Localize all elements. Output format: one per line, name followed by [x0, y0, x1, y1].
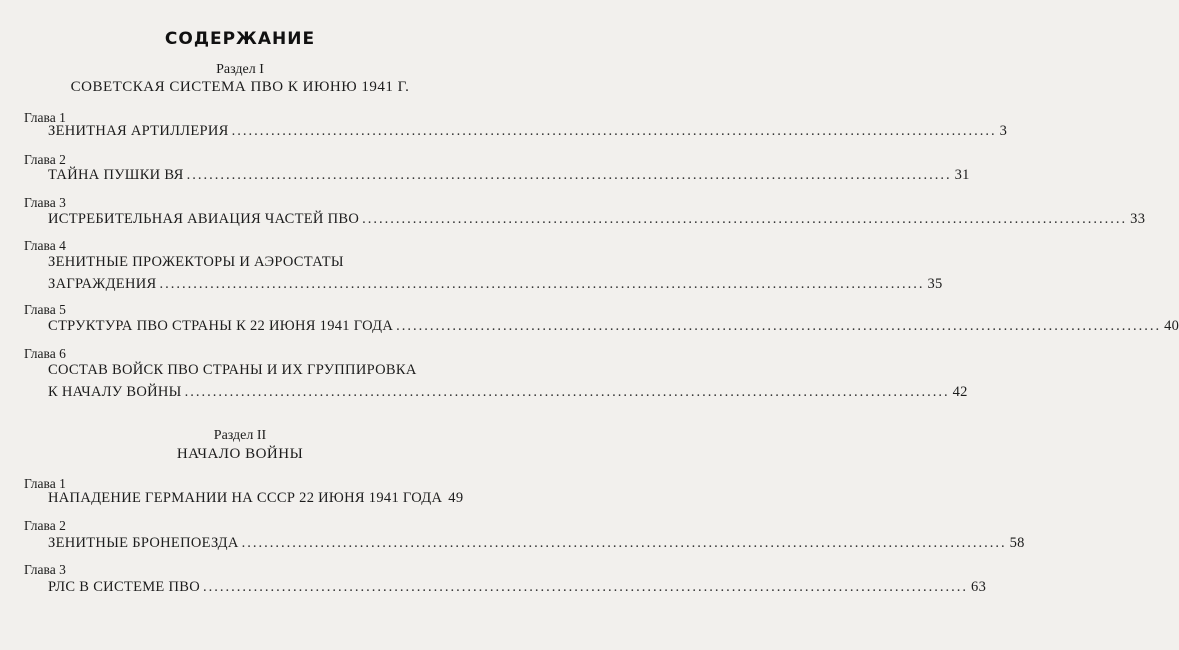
entry-title: ИСТРЕБИТЕЛЬНАЯ АВИАЦИЯ ЧАСТЕЙ ПВО: [48, 211, 360, 227]
section-title: СОВЕТСКАЯ СИСТЕМА ПВО К ИЮНЮ 1941 Г.: [70, 79, 410, 95]
page-title: СОДЕРЖАНИЕ: [164, 29, 316, 49]
toc-entry[interactable]: [48, 576, 987, 598]
dot-leader: ........................................................................................................................................: [396, 318, 1162, 334]
chapter-label: Глава 1: [24, 110, 66, 125]
entry-title-continued: ЗАГРАЖДЕНИЯ: [48, 276, 157, 292]
page-number: 49: [448, 490, 464, 506]
toc-entry[interactable]: [48, 251, 943, 295]
page-number: 33: [1130, 211, 1146, 227]
dot-leader: ........................................................................................................................................: [231, 123, 997, 139]
page-number: 58: [1009, 535, 1025, 551]
page-number: 63: [971, 579, 987, 595]
entry-title: СТРУКТУРА ПВО СТРАНЫ К 22 ИЮНЯ 1941 ГОДА: [48, 318, 394, 334]
section-label: Раздел I: [216, 62, 264, 77]
section-label: Раздел II: [213, 428, 267, 443]
toc-entry[interactable]: [48, 487, 464, 509]
toc-entry[interactable]: [48, 208, 1146, 230]
chapter-label: Глава 2: [24, 152, 66, 167]
dot-leader: ........................................................................................................................................: [186, 167, 952, 183]
toc-entry[interactable]: [48, 120, 1008, 142]
toc-entry[interactable]: [48, 359, 968, 403]
toc-entry[interactable]: [48, 532, 1025, 554]
chapter-label: Глава 3: [24, 195, 66, 210]
dot-leader: ........................................................................................................................................: [241, 535, 1007, 551]
section-title: НАЧАЛО ВОЙНЫ: [176, 446, 304, 462]
entry-title: ТАЙНА ПУШКИ ВЯ: [48, 167, 184, 183]
chapter-label: Глава 6: [24, 346, 66, 361]
page-number: 3: [999, 123, 1008, 139]
chapter-label: Глава 2: [24, 518, 66, 533]
chapter-label: Глава 3: [24, 562, 66, 577]
dot-leader: ........................................................................................................................................: [184, 384, 950, 400]
entry-title: ЗЕНИТНАЯ АРТИЛЛЕРИЯ: [48, 123, 229, 139]
toc-entry[interactable]: [48, 164, 970, 186]
dot-leader: ........................................................................................................................................: [203, 579, 969, 595]
chapter-label: Глава 1: [24, 476, 66, 491]
toc-entry[interactable]: [48, 315, 1179, 337]
entry-title: СОСТАВ ВОЙСК ПВО СТРАНЫ И ИХ ГРУППИРОВКА: [48, 362, 417, 378]
page-number: 40: [1164, 318, 1179, 334]
chapter-label: Глава 4: [24, 238, 66, 253]
dot-leader: ........................................................................................................................................: [362, 211, 1128, 227]
entry-title-continued: К НАЧАЛУ ВОЙНЫ: [48, 384, 182, 400]
page-number: 31: [954, 167, 970, 183]
entry-title: ЗЕНИТНЫЕ ПРОЖЕКТОРЫ И АЭРОСТАТЫ: [48, 254, 344, 270]
chapter-label: Глава 5: [24, 302, 66, 317]
dot-leader: ........................................................................................................................................: [159, 276, 925, 292]
page-number: 35: [927, 276, 943, 292]
page-number: 42: [952, 384, 968, 400]
entry-title: РЛС В СИСТЕМЕ ПВО: [48, 579, 201, 595]
entry-title: НАПАДЕНИЕ ГЕРМАНИИ НА СССР 22 ИЮНЯ 1941 ГОДА: [48, 490, 443, 506]
entry-title: ЗЕНИТНЫЕ БРОНЕПОЕЗДА: [48, 535, 239, 551]
